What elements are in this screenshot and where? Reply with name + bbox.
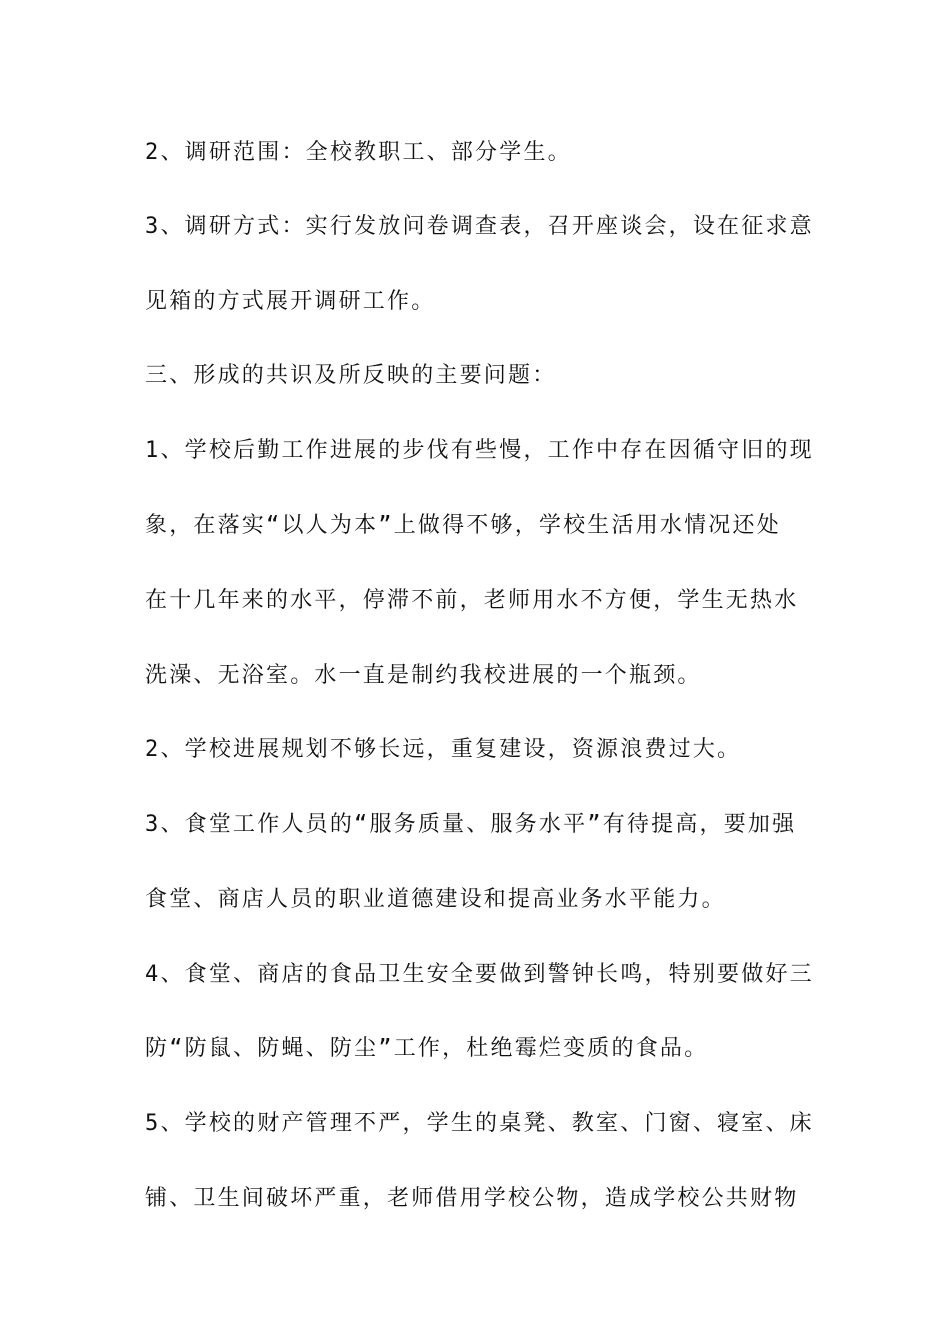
text-line: 1、学校后勤工作进展的步伐有些慢，工作中存在因循守旧的现 [145,438,814,463]
text-line: 见箱的方式展开调研工作。 [145,289,436,314]
text-line: 3、调研方式：实行发放问卷调查表，召开座谈会，设在征求意 [145,214,814,239]
text-line: 5、学校的财产管理不严，学生的桌凳、教室、门窗、寝室、床 [145,1111,814,1136]
text-line: 洗澡、无浴室。水一直是制约我校进展的一个瓶颈。 [145,663,702,688]
text-line: 三、形成的共识及所反映的主要问题： [145,363,557,388]
text-line: 铺、卫生间破坏严重，老师借用学校公物，造成学校公共财物 [145,1186,799,1211]
text-line: 食堂、商店人员的职业道德建设和提高业务水平能力。 [145,887,726,912]
text-line: 3、食堂工作人员的“服务质量、服务水平”有待提高，要加强 [145,812,797,837]
text-line: 防“防鼠、防蝇、防尘”工作，杜绝霉烂变质的食品。 [145,1036,709,1061]
text-line: 象，在落实“以人为本”上做得不够，学校生活用水情况还处 [145,513,781,538]
text-line: 在十几年来的水平，停滞不前，老师用水不方便，学生无热水 [145,588,799,613]
text-line: 4、食堂、商店的食品卫生安全要做到警钟长鸣，特别要做好三 [145,962,814,987]
text-line: 2、学校进展规划不够长远，重复建设，资源浪费过大。 [145,737,742,762]
text-line: 2、调研范围：全校教职工、部分学生。 [145,140,572,165]
